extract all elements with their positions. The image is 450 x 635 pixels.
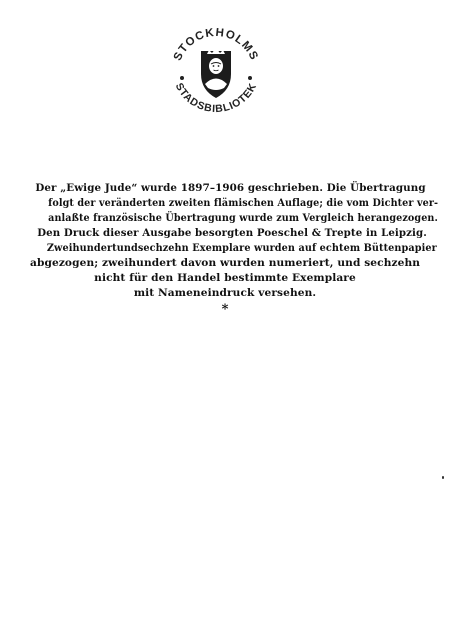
colophon-line: Der „Ewige Jude“ wurde 1897–1906 geschrieben. Die Übertragung xyxy=(35,182,426,194)
paper-speck xyxy=(442,476,444,479)
colophon-line: nicht für den Handel bestimmte Exemplare xyxy=(94,272,356,284)
svg-text:STADSBIBLIOTEK: STADSBIBLIOTEK xyxy=(172,80,260,116)
colophon-line: Den Druck dieser Ausgabe besorgten Poeschel & Trepte in Leipzig. xyxy=(37,227,427,239)
colophon-line: Zweihundertundsechzehn Exemplare wurden auf echtem Büttenpapier xyxy=(46,242,437,254)
asterisk-ornament: * xyxy=(221,302,229,317)
colophon-line: anlaßte französische Übertragung wurde zum Vergleich herangezogen. xyxy=(48,212,438,224)
colophon-line: folgt der veränderten zweiten flämischen Auflage; die vom Dichter ver- xyxy=(48,197,439,209)
colophon-text xyxy=(30,181,439,301)
colophon-line: mit Nameneindruck versehen. xyxy=(133,287,317,299)
svg-text:STOCKHOLMS: STOCKHOLMS xyxy=(171,26,261,63)
library-stamp xyxy=(164,18,268,122)
colophon-line: abgezogen; zweihundert davon wurden numeriert, und sechzehn xyxy=(30,257,421,269)
stockholm-library-seal-icon xyxy=(164,18,268,122)
